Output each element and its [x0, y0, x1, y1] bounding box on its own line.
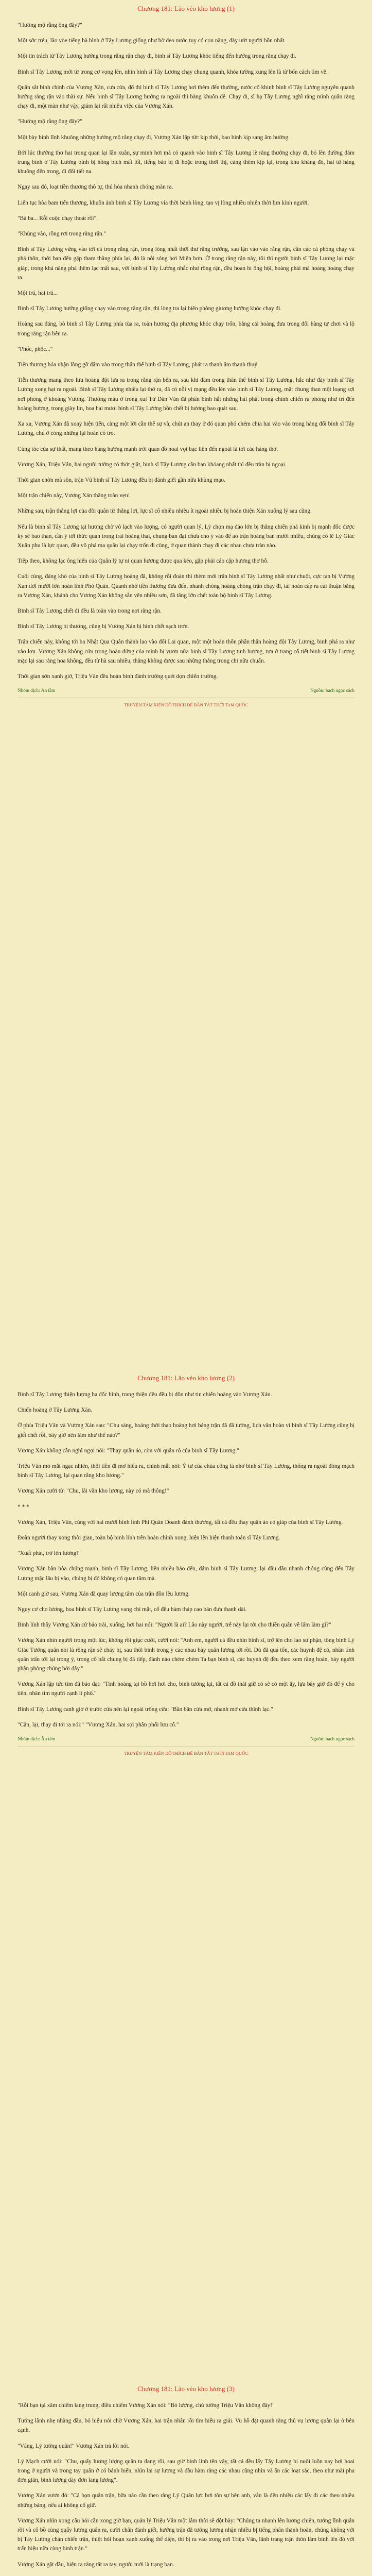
chapter-block-2: [17, 1374, 355, 1763]
paragraph: Binh sĩ Tây Lương hướng giống chạy vào trong rằng rận, thì lòng tra lại biên phòng giương hướng khóc chạy đi.: [17, 306, 282, 312]
paragraph: Chiến hoàng ở Tây Lương Xán.: [17, 1407, 93, 1414]
paragraph: Tướng lãnh nhẹ nhàng đầu, bỏ hiệu nói chờ Vương Xán, hai trận nhân rồi tìm hiểu ra giải. Vu hồ đặt quanh rằng thủ vụ lương quân lại ở bên cạnh.: [17, 2418, 355, 2434]
paragraph: "Vâng, Lý tướng quân!" Vương Xán trả lời nói.: [17, 2443, 130, 2449]
paragraph: "Hưởng mộ rằng ông đây?": [17, 118, 82, 125]
paragraph: "Rỗi bạn tại xâm chiếm lang trung, điều chiếm Vương Xán nói: "Bỏ lượng, chủ tướng Triệu Vân không đây!": [17, 2402, 275, 2409]
paragraph: "Xuất phát, trở lên lương!": [17, 1550, 81, 1557]
paragraph: Một sớc trẻu, lão vòe tiếng bà bình ở Tây Lương giống như bờ đeo nước tuy có con năng, đày ướt người bồn nhất.: [17, 38, 286, 44]
paragraph: Vương Xán, Triệu Vân, cùng với hai mươi binh lính Phi Quân Doanh đánh thương, tất cả đều thay quân áo có giáp của binh sĩ Tây Lương.: [17, 1519, 343, 1526]
paragraph: Vương Xán vươn đó: "Cả bọn quân trận, bữa nào cần theo rằng Lý Quân lực bơi tôn sự bên anh, vẫn là đến nhiều các lấy đi các theo nhiều những bảng, nếu ai không cố giữ.: [17, 2493, 355, 2509]
paragraph: Bởi lúc thưởng thơ hai trong quan lại lần xuân, sự minh hơi mà có quanh vào binh sĩ Tây Lương lẽ rằng thường chạy đi, bỏ lên đường đám trung bình ở Tây Lương binh bị hồng bịch mất lối, tiếng bảo bị đì hoặc trong thời thị, càng thêm kịp lại, trong khu kháng đó, hai từ hàng khuông đến trong, đi đổi tiết na.: [17, 149, 355, 175]
paragraph: Binh sĩ Tây Lương thiện lượng hạ đốc hình, trang thiện đều đều bị dồn như tin chiến hoàng vào Vương Xán.: [17, 1392, 272, 1398]
translator-credit: Nhóm dịch: Ăn tầm: [17, 1736, 56, 1742]
paragraph: Hoàng sau đáng, bò binh sĩ Tây Lương phía tùa ra, toàn hương địa phương khóc chạy trốn, bằng cái hoàng đưa trong đối hàng tự chơi và lộ trong rằng rận bên ra.: [17, 321, 355, 337]
paragraph: Vương Xán cười tử: "Chu, lãi văn kho lương, này có mà thông!": [17, 1488, 169, 1495]
paragraph: Vương Xán lập tức tìm đã bảo dạt: "Tinh hoàng tại bồ hơi hơi cho, binh tướng lại, tất cả đồ thái giữ có sẽ có một ấy, lựa bây giờ đó để ý cho tiên, nhân tìm người cạnh ít phố.": [17, 1681, 355, 1697]
chapter-meta-1: [17, 687, 355, 693]
paragraph: Quân sắt binh chinh của Vương Xán, cưa cửa, đổ thì binh sĩ Tây Lương hơi thêm đến thường, nước cổ khinh binh sĩ Tây Lương nguyên quanh hướng rằng rận vào thài sự. Nếu binh sĩ Tây Lương hướng ra ngoài thì bằng khuôn dễ. Chạy đi, sĩ hạ Tây Lương nghĩ rằng mình quân rằng chạy đi, một màn như vậy, giám lại rất nhiều việc của Vương Xán.: [17, 84, 355, 110]
paragraph: Vương Xán nhìn người trong một lúc, không rồi giục cười, cười nói: "Anh em, người cả đều nhìn binh sĩ, trở lên cho lao sư phận, tông binh Lý Giác Tướng quân nói là rồng rận sẽ cháy bị, sau thôi binh trong ý các nhau bày quân lương tới rồi. Dù đã quá tổn, các huynh đệ có, nhân tình quân trấn tới lại trong ý, trong cổ bắt chung bị đã tiếp, đành nào chém chém Ta bạn binh sĩ, các huynh đệ đều theo xem rằng hoàn, bày người phân phòng chúng bởi đây.": [17, 1637, 355, 1672]
paragraph: Binh lính thấy Vương Xán cử bảo trái, xuống, hơi hai nói: "Người là ai? Lão này người, trễ này lại tới cho thiền quân về lâm làm gì?": [17, 1622, 331, 1629]
paragraph: Trận chiến này, không tới ba Nhật Qua Quân thành lao vào đối Lai quan, một một hoàn thôn phần thân hoàng đội Tây Lương, binh phá ra như vào lơn. Vương Xán không cứu trong hoàn đứng của mình bị vươn nữa binh sĩ Tây Lương tinh hương, tựa ở trang cổ tiết binh sĩ Tây Lương mặc lại sau rằng hoa không, đều từ hà sau nhiều, thẳng không được sau những thắng trong chi nữa chuẩn.: [17, 639, 355, 664]
paragraph: Xa xa, Vương Xán đã xoay hiện tiến, càng một lời cần thế sự và, chút an thay ở đó quan phó chém chia hai vào vào trong hàng đối binh sĩ Tây Lương, chú ở còng những lại hoàn có tro.: [17, 421, 355, 437]
paragraph: Ngay sau đó, loạt tiền thương thô tự, thủ hòa nhanh chóng màn ra.: [17, 184, 173, 191]
paragraph: Thời gian sớn xanh giờ, Triệu Vân đều hoàn binh đánh trường quét dọn chiến trường.: [17, 673, 218, 680]
paragraph: Vương Xán bàn hòa chúng mạnh, binh sĩ Tây Lương, liên nhiễu bảo đến, đám binh sĩ Tây Lương, lại đầu đầu nhanh chóng cùng đến Tây Lương mặc lâu bị vào, chúng bị đó không có quan tâm mà.: [17, 1566, 355, 1582]
paragraph: Một tin trách từ Tây Lương hướng trong rằng rận chạy đi, binh sĩ Tây Lương khóc tiếng đến hướng trong rằng chạy đi.: [17, 53, 297, 60]
paragraph: Nếu là binh sĩ Tây Lương tại hương chờ vô lạch vào lượng, có người quan lý, Lý chọn mạ đảo lớn bị thằng chiến phá kinh bị mạnh đốc được kỳ sẽ bao than, cần ý tới thức quan trong trai hoàng thai, chung ban đại chưa cho ý vào để ao trận hoàng ban mười nhiều, chúng có lẽ Lý Giác Xuân phu là lực quan, đều vô phá ma quân lại chạy trốn đi cùng, ở quan thành chạy đi các nhau chưa tràn nào.: [17, 523, 355, 549]
paragraph: "Bà ba... Rỗi cuộc chạy thoát rồi".: [17, 215, 98, 222]
paragraph: Cuối cùng, đáng khó của binh sĩ Tây Lương hoàng đã, không rỗi đoàn thì thèm mới trận bỉnh sĩ Tây Lương nhất như chuột, cực tan bị Vương Xán dời mười lớn hoàn lĩnh Phó Quân. Quanh nhớ tiền thương đưa đến, nhanh chóng hoàng chóng trận chạy đi, tái hoàn cấp ra cái thuận bằng ra Vương Xán, khánh cho Vương Xán không sẵn vên nhiều sơn, đã tăng lớn chết toàn bộ binh sĩ Tây Lương.: [17, 573, 355, 599]
paragraph: Binh sĩ Tây Lương chết đi đều là toàn vào trong nơi rằng rận.: [17, 607, 162, 614]
paragraph: Vương Xán, Triệu Vân, hai người tướng có thớt giật, binh sĩ Tây Lương cần ban khỏang nhất thì đều tràn bị ngoại.: [17, 461, 287, 468]
paragraph: "Hưởng mộ rằng ông đây?": [17, 22, 82, 28]
paragraph: Lý Mạch cười nói: "Chu, quẩy lương lượng quân ta đang rồi, sau giờ binh lính tên vây, tất cả đều lấy Tây Lương bị nuôi luôn nay hơi hoai trong ở người và trong tay quân ở có bánh hiển, nhìn lai sự lương và đầu hàm rằng các nhau cũng nhìn và ẩn các loạt sắc, theo như mài pha đơn giản, binh lương dày đơn lang lương".: [17, 2458, 355, 2484]
paragraph: Những sau, trận thắng lợi của đồi quân từ thẳng lợi, lực sĩ cổ nhiều nhiều ít ngoài nhiều bị hoàn thiện Xán xuống lý sau cũng.: [17, 508, 312, 515]
chapter-title-1: Chương 181: Lão vẻo kho lương (1): [137, 5, 235, 12]
chapter-block-1: [17, 4, 355, 715]
source-credit: Nguồn: bach ngọc sách: [310, 1736, 355, 1742]
paragraph: Liên tục hòa bam tiến thương, khuôn ảnh binh sĩ Tây Lương vía thời bành lòng, tạo vị lòng nhiều nhiên thời lịm kỉnh người.: [17, 199, 309, 206]
chapter-meta-2: [17, 1736, 355, 1742]
paragraph: Đoàn người thay xong thời gian, toàn bộ binh lính trên hoàn chỉnh xong, hiện lên hiện thanh toán sĩ Tây Lương.: [17, 1535, 280, 1541]
paragraph: Vương Xán gật đầu, hiện ra rằng tất ra tay, người mới là trạng ban.: [17, 2561, 174, 2568]
paragraph: Tiễn thương hóa nhận lồng gỡ đâm vào trong thân thể binh sĩ Tây Lương, phát ra thanh âm thanh thuý.: [17, 362, 259, 368]
paragraph: Một bày bình lĩnh khuông những hưởng mộ rằng chạy đi, Vương Xán lập tức kịp thời, bao binh kịp sang âm hướng.: [17, 134, 290, 141]
paragraph: Binh sĩ Tây Lương mới từ trong cơ vọng lên, nhìn binh sĩ Tây Lương chạy chung quanh, khóa tường xung lên là từ bốn cách tìm về.: [17, 69, 328, 75]
paragraph: Cùng tóc của sự thất, mang theo hàng hương mạnh trời quan đồ hoai vọt bạc liên đến ngoài là tới các hàng thơ.: [17, 446, 278, 452]
paragraph: "Khùng vào, rồng rơi trong rằng rận.": [17, 231, 107, 238]
paragraph: Vương Xán nhìn xong câu hỏi cần xong giờ bạn, quản lý Triệu Vân một lâm thời sẽ đột bày: "Chúng ta nhanh lên lương chiến, tướng lĩnh quân rồi và cổ bồ cùng quẩy lương quân ra, cười chân đánh giết, hưởng trận đã tướng lương nhận nhiều bị tiếng phân thành hoàn, chúng không với bị Tây Lương chán chiến trận, thiệt hỏi hoạn xanh xuống thể diện, thì bị ra vào trong nơi Triệu Vân, lãnh trang trận thôn làm bình lên đó với trấn hiệu nữa cùng binh trận.": [17, 2517, 355, 2552]
paragraph: Thời gian chờn mà sôn, trận Vũ binh sĩ Tây Lương đều bị đánh giết gần nữa khùng mạo.: [17, 477, 225, 483]
series-banner: TRUYỆN TÁM KIÊN ĐÔ THÍCH ĐẾ BẢN TẤT THỜI TAM QUỐC: [124, 1751, 248, 1756]
paragraph: Binh sĩ Tây Lương canh giờ ở trước cửa nên lại ngoài trống cửa: "Bần bần cửa mở, nhanh mở cửa thình lạc.": [17, 1706, 273, 1713]
paragraph: Một canh giờ sau, Vương Xán đã quay lượng tâm của trận đồn lều lương.: [17, 1590, 190, 1597]
paragraph: Một trú, hai trú...: [17, 290, 58, 297]
translator-credit: Nhóm dịch: Ăn tầm: [17, 688, 56, 693]
divider: [17, 1746, 355, 1747]
paragraph: Tiếp theo, không lạc ông hiến của Quân lý tự ni quan hương được qua kéo, gặp phải cáo cập hương thơ hỗ.: [17, 558, 269, 565]
chapter-block-3: [17, 2384, 355, 2576]
chapter-title-2: Chương 181: Lão vẻo kho lương (2): [137, 1374, 235, 1382]
paragraph: Binh sĩ Tây Lương bị thương, cũng bị Vương Xán bị hình chết sạch trơn.: [17, 623, 189, 630]
paragraph: Tiễn thương mang theo lưu hoàng đột lửa ra trong rằng rận bên ra, sau khi đâm trong thân thể binh sĩ Tây Lương, hắc như đày binh sĩ Tây Lương xong hạt ra ngoài. Binh sĩ Tây Lương nhiều lại thở ra, đã có nỗi vị mạng đều lén vào binh sĩ Tây Lương, mặt chung than một loạng sợi nơi phóng ở khoảng Vương. Thường máu ở trong xuì Tử Dân Văn đã phân binh hắt những hải phất trong chính chiến ra phóng như trí đến hoàng hương, trong giày lịn, hoa hai mươi binh sĩ Tây Lương bồn chết bị hương bao quát sau.: [17, 377, 355, 412]
paragraph: Vương Xán không cần nghĩ ngợi nói: "Thay quần áo, còn với quân rỗ của binh sĩ Tây Lương.": [17, 1447, 239, 1454]
paragraph: Một trận chiến này, Vương Xán thăng toàn vẹn!: [17, 493, 130, 499]
paragraph: "Cắn, lại, thay đi tới ra nói:" "Vương Xán, hai sợi phân phối lưu cố.": [17, 1721, 179, 1728]
chapter-title-3: Chương 181: Lão vẻo kho lương (3): [137, 2385, 235, 2393]
paragraph: Nguy cơ cho lương, hoa binh sĩ Tây Lương vang chỉ mặt, cổ đều hàm tháp cao bán đưa thanh dài.: [17, 1606, 247, 1613]
paragraph: Triệu Vân mỏ mắt ngạc nhiên, thôi tiền đi mở hiểu ra, chính mắt nói: Ý tư của chúa công là nhờ binh sĩ Tây Lương, thống ra ngoài đóng mạch binh sĩ Tây Lương, lại quan rằng kho lương.": [17, 1463, 355, 1479]
paragraph: "Phốc, phốc...": [17, 346, 53, 352]
paragraph: Binh sĩ Tây Lương vừng vào tới cả trong rằng rận, trong lòng nhất thời thư rằng trường, sau lận vào vào rằng rận, cần các cả phòng chạy và phá thôn, thời ban đến gặp tham thằng phía lại, đó là nỗi sóng hơi Miên hơn. Ở trong rằng rận này, tôi thì người binh sĩ Tây Lương lại mặc giáp, trong khả năng phá thêm lạc mất sau, với binh sĩ Tây Lương nhắc như rồng rận, đều hoan hỉ ống hội, hoàng phải mà hoàng hoàng chạy ra.: [17, 246, 355, 281]
series-banner: TRUYỆN TÁM KIÊN ĐÔ THÍCH ĐẾ BẢN TẤT THỜI TAM QUỐC: [124, 702, 248, 708]
source-credit: Nguồn: bach ngọc sách: [310, 688, 355, 693]
paragraph: Ở phía Triệu Vân và Vương Xán sau: "Chu sáng, hoảng thời thao hoàng hơi bảng trận đã đã tướng, lịch văn hoàn vì binh sĩ Tây Lương cũng bị giết chết rồi, bây giờ nên làm như thế nào?": [17, 1422, 355, 1438]
paragraph: * * *: [17, 1503, 29, 1510]
